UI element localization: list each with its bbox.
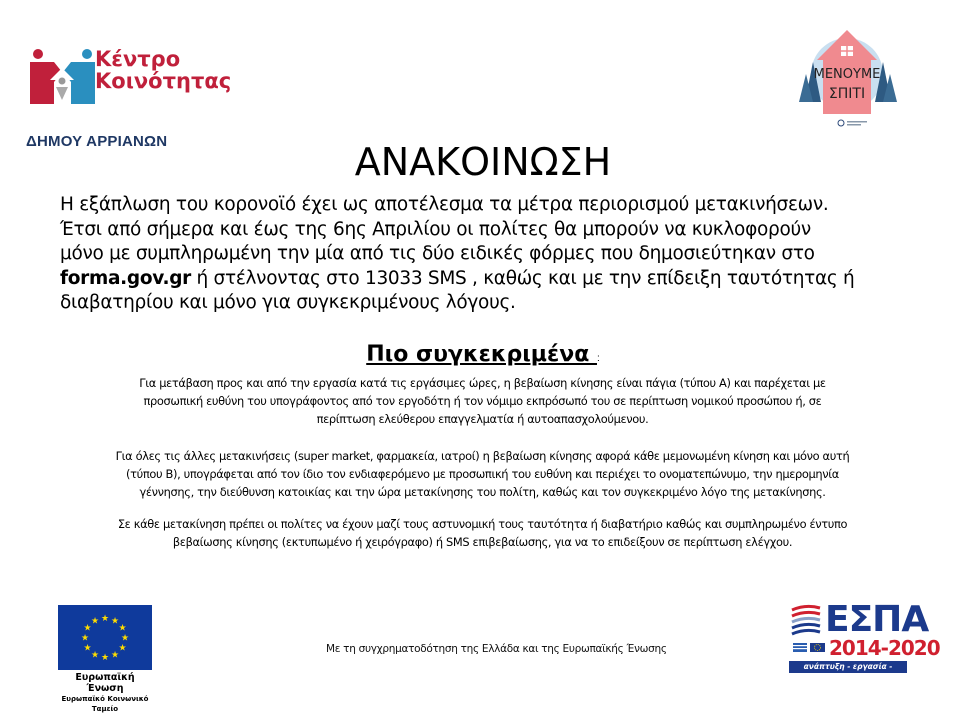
svg-text:★: ★ xyxy=(110,616,120,627)
intro-line xyxy=(60,267,920,292)
svg-text:★: ★ xyxy=(90,650,100,661)
cofunding-note: Με τη συγχρηματοδότηση της Ελλάδα και της Ευρωπαϊκής Ένωσης xyxy=(326,643,667,655)
espa-years: 2014-2020 xyxy=(829,636,940,660)
intro-line: Η εξάπλωση του κορονοϊό έχει ως αποτέλεσμα τα μέτρα περιορισμού μετακινήσεων. xyxy=(60,194,829,215)
eu-caption xyxy=(40,672,170,714)
detail-paragraph-work xyxy=(60,374,905,428)
brand-line-1: Κέντρο xyxy=(95,47,181,71)
intro-line-rest: ή στέλνοντας στο 13033 SMS , καθώς και με την επίδειξη ταυτότητας ή xyxy=(190,267,855,289)
svg-text:★: ★ xyxy=(100,614,110,624)
detail-line: Για όλες τις άλλες μετακινήσεις (super market, φαρμακεία, ιατροί) η βεβαίωση κίνησης αφορά κάθε μεμονωμένη κίνηση και μόνο αυτή xyxy=(115,449,850,463)
intro-line: Έτσι από σήμερα και έως της 6ης Απριλίου οι πολίτες θα μπορούν να κυκλοφορούν xyxy=(60,218,811,240)
eu-caption-line: Ευρωπαϊκή xyxy=(75,672,135,683)
intro-line: μόνο με συμπληρωμένη την μία από τις δύο ειδικές φόρμες που δημοσιεύτηκαν στο xyxy=(60,243,815,264)
svg-text:★: ★ xyxy=(90,616,100,627)
espa-tagline: ανάπτυξη - εργασία - αλληλεγγύη xyxy=(789,661,907,673)
detail-line: προσωπική ευθύνη του υπογράφοντος από τον εργοδότη ή τον νόμιμο εκπρόσωπό του σε περίπτωση νομικού προσώπου ή, σε xyxy=(143,394,822,408)
detail-line: περίπτωση ελεύθερου επαγγελματία ή αυτοαπασχολούμενου. xyxy=(316,412,649,426)
detail-line: (τύπου Β), υπογράφεται από τον ίδιο τον ενδιαφερόμενο με προσωπική του ευθύνη και περιέχει το ονοματεπώνυμο, την ημερομηνία xyxy=(126,467,839,481)
detail-line: Για μετάβαση προς και από την εργασία κατά τις εργάσιμες ώρες, η βεβαίωση κίνησης είναι πάγια (τύπου Α) και παρέχεται με xyxy=(139,376,826,390)
subheading-colon: : xyxy=(596,353,600,364)
detail-paragraph-other-movements xyxy=(60,447,905,501)
section-subheading xyxy=(0,342,960,367)
detail-line: βεβαίωσης κίνησης (εκτυπωμένο ή χειρόγραφο) ή SMS επιβεβαίωσης, για να το επιδείξουν σε περίπτωση ελέγχου. xyxy=(172,535,793,549)
svg-text:ΣΠΙΤΙ: ΣΠΙΤΙ xyxy=(828,86,866,102)
svg-text:ΜΕΝΟΥΜΕ: ΜΕΝΟΥΜΕ xyxy=(813,67,881,82)
svg-text:★: ★ xyxy=(83,623,92,634)
espa-title: ΕΣΠΑ xyxy=(825,599,929,640)
svg-text:★: ★ xyxy=(118,643,127,654)
svg-text:★: ★ xyxy=(118,623,127,634)
svg-text:★: ★ xyxy=(83,643,92,654)
eu-caption-line: Ευρωπαϊκό Κοινωνικό xyxy=(61,695,149,703)
eu-caption-line: Ένωση xyxy=(86,683,124,694)
svg-text:★: ★ xyxy=(120,633,130,644)
intro-paragraph xyxy=(60,193,920,316)
menoume-spiti-logo-icon xyxy=(795,22,900,128)
intro-line: διαβατηρίου και μόνο για συγκεκριμένους λόγους. xyxy=(60,292,516,313)
detail-line: Σε κάθε μετακίνηση πρέπει οι πολίτες να έχουν μαζί τους αστυνομική τους ταυτότητα ή διαβατήριο καθώς και συμπληρωμένο έντυπο xyxy=(117,517,848,531)
detail-line: γέννησης, την διεύθυνση κατοικίας και την ώρα μετακίνησης του πολίτη, καθώς και τον συγκεκριμένο λόγο της μετακίνησης. xyxy=(139,485,826,499)
municipality-subtitle: ΔΗΜΟΥ ΑΡΡΙΑΝΩΝ xyxy=(26,133,168,150)
page-title: ΑΝΑΚΟΙΝΩΣΗ xyxy=(354,140,612,184)
kentro-brand-text xyxy=(95,48,231,92)
svg-text:★: ★ xyxy=(100,653,110,663)
svg-text:★: ★ xyxy=(110,650,120,661)
subheading-text: Πιο συγκεκριμένα xyxy=(366,342,597,367)
eu-caption-line: Ταμείο xyxy=(91,705,119,713)
detail-paragraph-documents xyxy=(60,515,905,551)
eu-flag-icon xyxy=(58,605,152,670)
forma-gov-link-text: forma.gov.gr xyxy=(60,267,191,289)
svg-text:★: ★ xyxy=(80,633,90,644)
brand-line-2: Κοινότητας xyxy=(95,69,232,93)
